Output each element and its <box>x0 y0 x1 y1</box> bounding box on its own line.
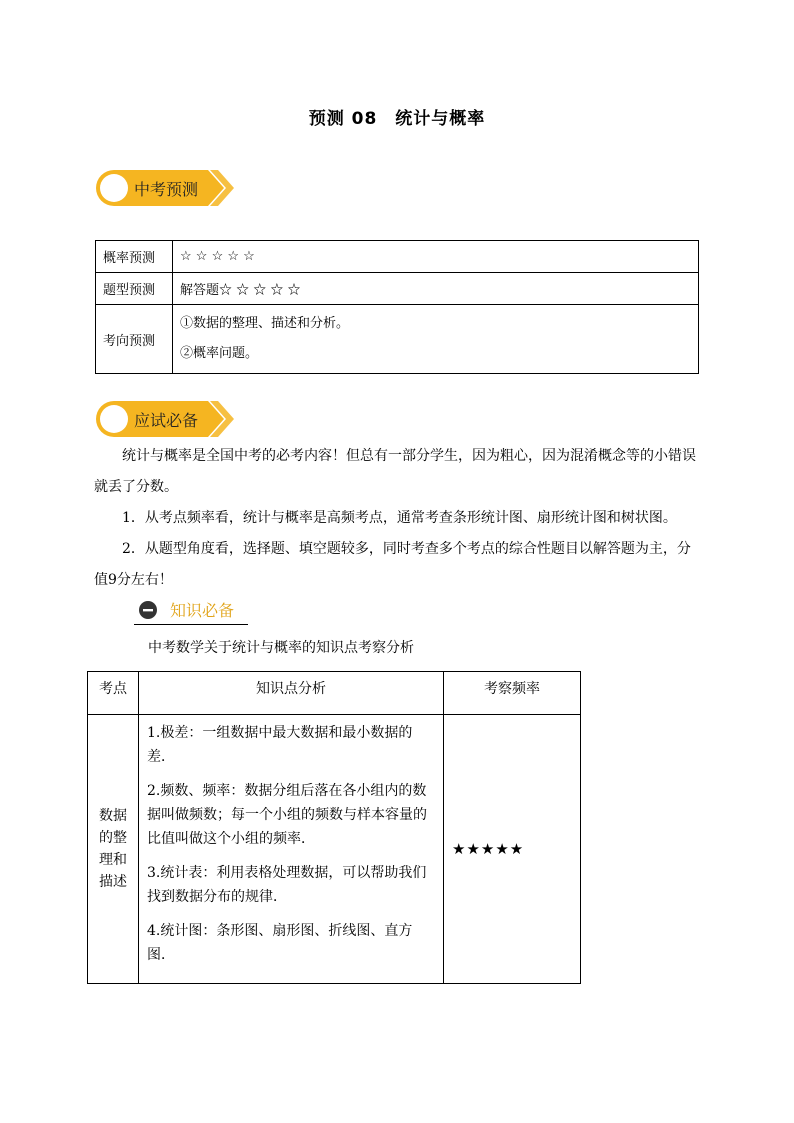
intro-paragraph: 统计与概率是全国中考的必考内容！但总有一部分学生，因为粗心，因为混淆概念等的小错误就丢了分数。 <box>94 448 696 495</box>
analysis-item: 2.频数、频率：数据分组后落在各小组内的数据叫做频数；每一个小组的频数与样本容量的比值叫做这个小组的频率． <box>147 783 427 847</box>
table-header: 考察频率 <box>444 672 581 715</box>
knowledge-heading <box>134 596 248 625</box>
table-header: 知识点分析 <box>139 672 444 715</box>
analysis-item: 3.统计表：利用表格处理数据，可以帮助我们找到数据分布的规律． <box>147 865 427 905</box>
analysis-item: 4.统计图：条形图、扇形图、折线图、直方图． <box>147 923 413 963</box>
table-cell-key: 题型预测 <box>96 273 173 305</box>
table-cell-key: 概率预测 <box>96 241 173 273</box>
table-cell-value <box>173 305 699 374</box>
section-banner-prediction <box>96 168 236 208</box>
table-cell-value: 解答题☆ ☆ ☆ ☆ ☆ <box>173 273 699 305</box>
section-banner-prep <box>96 399 236 439</box>
banner-label: 应试必备 <box>134 411 199 430</box>
analysis-item: 1.极差：一组数据中最大数据和最小数据的差． <box>147 725 413 765</box>
table-cell-key: 考向预测 <box>96 305 173 374</box>
table-cell-value: ☆ ☆ ☆ ☆ ☆ <box>173 241 699 273</box>
banner-label: 中考预测 <box>134 180 199 199</box>
knowledge-label: 知识必备 <box>170 601 235 620</box>
intro-point-2: 2．从题型角度看，选择题、填空题较多，同时考查多个考点的综合性题目以解答题为主，分值9分左右！ <box>94 541 691 588</box>
category-cell: 数据的整理和描述 <box>88 715 139 984</box>
analysis-table <box>87 671 581 984</box>
intro-point-1: 1．从考点频率看，统计与概率是高频考点，通常考查条形统计图、扇形统计图和树状图。 <box>122 510 677 526</box>
direction-line: ①数据的整理、描述和分析。 <box>180 316 350 331</box>
prediction-table <box>95 240 699 374</box>
analysis-cell <box>139 715 444 984</box>
minus-circle-icon <box>138 600 158 620</box>
frequency-stars: ★★★★★ <box>444 715 581 984</box>
table-caption: 中考数学关于统计与概率的知识点考察分析 <box>148 640 414 656</box>
direction-line: ②概率问题。 <box>180 346 259 361</box>
table-header: 考点 <box>88 672 139 715</box>
page-title: 预测 08 统计与概率 <box>308 109 486 129</box>
